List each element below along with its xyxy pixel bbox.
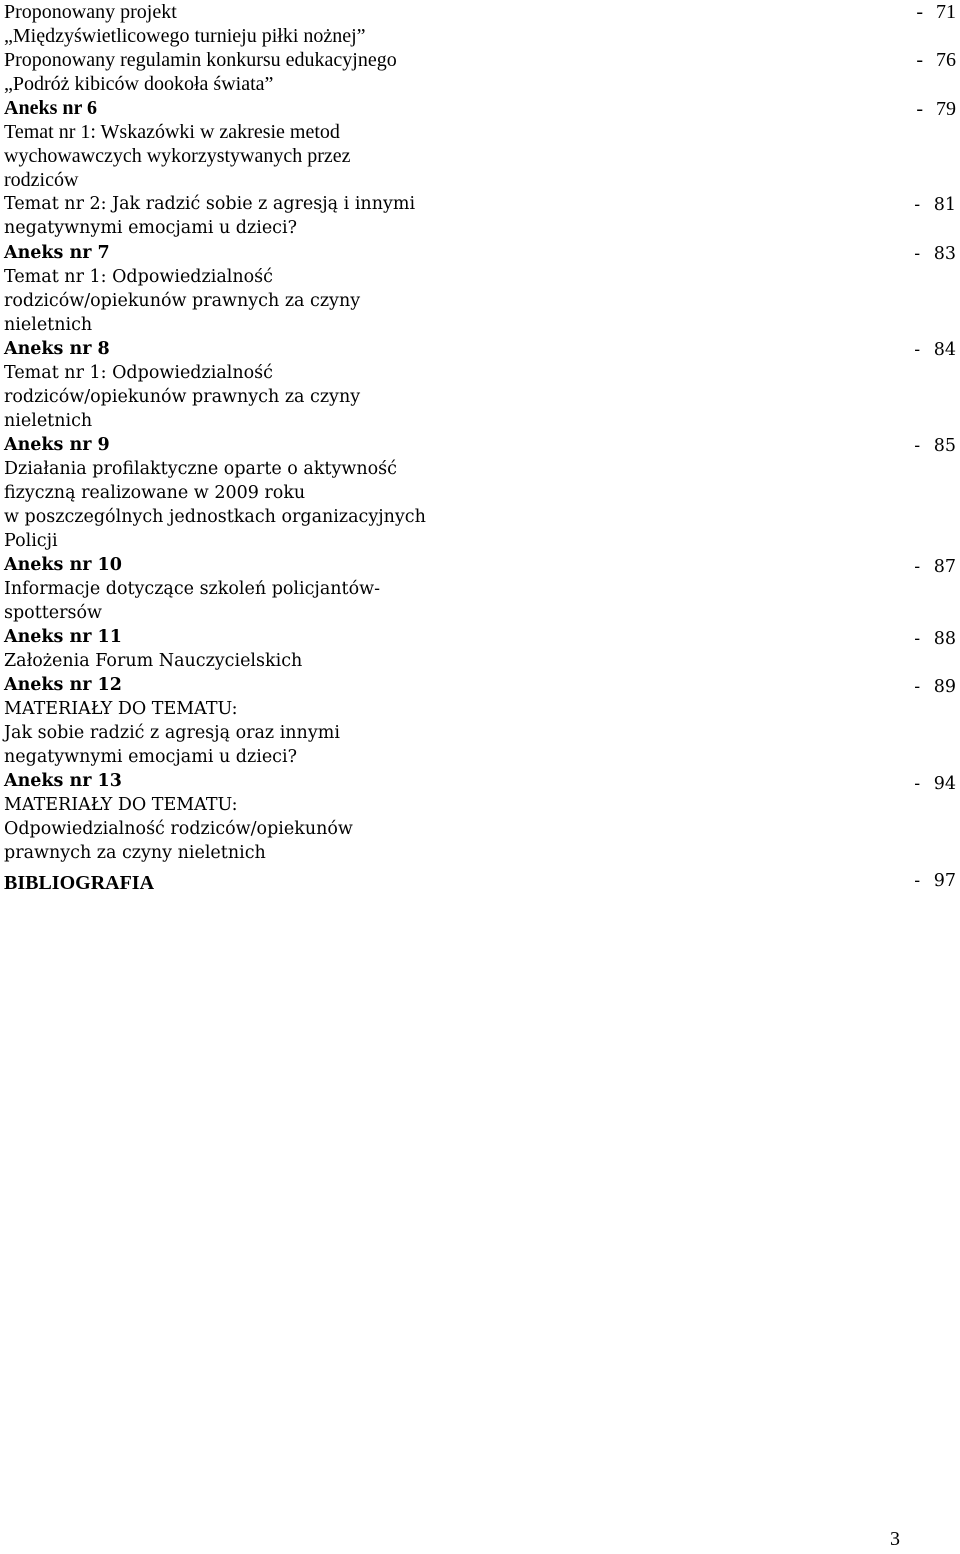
toc-line: MATERIAŁY DO TEMATU: <box>4 795 238 815</box>
toc-line: Temat nr 1: Odpowiedzialność <box>4 267 273 287</box>
toc-page-ref: - 89 <box>914 677 956 697</box>
toc-heading: Aneks nr 13 <box>4 771 122 791</box>
toc-line: nieletnich <box>4 411 93 431</box>
toc-heading: Aneks nr 11 <box>4 627 122 647</box>
toc-line: „Międzyświetlicowego turnieju piłki nożnej” <box>4 25 366 47</box>
toc-line: Odpowiedzialność rodziców/opiekunów <box>4 819 353 839</box>
toc-line: Policji <box>4 531 58 551</box>
toc-line: rodziców/opiekunów prawnych za czyny <box>4 291 361 311</box>
toc-page-ref: - 71 <box>916 1 956 23</box>
toc-heading: Aneks nr 6 <box>4 97 97 119</box>
toc-heading: Aneks nr 7 <box>4 243 110 263</box>
toc-line: Proponowany regulamin konkursu edukacyjnego <box>4 49 397 71</box>
toc-line: MATERIAŁY DO TEMATU: <box>4 699 238 719</box>
toc-page-ref: - 79 <box>916 98 956 120</box>
toc-line: prawnych za czyny nieletnich <box>4 843 266 863</box>
toc-line: wychowawczych wykorzystywanych przez <box>4 145 351 167</box>
toc-line: Temat nr 1: Wskazówki w zakresie metod <box>4 121 340 143</box>
toc-line: Założenia Forum Nauczycielskich <box>4 651 303 671</box>
toc-line: negatywnymi emocjami u dzieci? <box>4 218 297 238</box>
toc-line: „Podróż kibiców dookoła świata” <box>4 73 274 95</box>
toc-line: Proponowany projekt <box>4 1 177 23</box>
toc-line: Temat nr 1: Odpowiedzialność <box>4 363 273 383</box>
toc-page-ref: - 94 <box>914 774 956 794</box>
toc-heading: BIBLIOGRAFIA <box>4 872 155 894</box>
toc-page-ref: - 81 <box>914 195 956 215</box>
toc-page-ref: - 88 <box>914 629 956 649</box>
toc-heading: Aneks nr 8 <box>4 339 110 359</box>
toc-line: Działania profilaktyczne oparte o aktywność <box>4 459 397 479</box>
toc-line: fizyczną realizowane w 2009 roku <box>4 483 306 503</box>
toc-line: Temat nr 2: Jak radzić sobie z agresją i innymi <box>4 194 416 214</box>
toc-line: rodziców/opiekunów prawnych za czyny <box>4 387 361 407</box>
toc-heading: Aneks nr 9 <box>4 435 110 455</box>
toc-page-ref: - 87 <box>914 557 956 577</box>
toc-page-ref: - 85 <box>914 436 956 456</box>
toc-heading: Aneks nr 10 <box>4 555 122 575</box>
toc-line: Jak sobie radzić z agresją oraz innymi <box>4 723 340 743</box>
toc-page-ref: - 84 <box>914 340 956 360</box>
toc-line: negatywnymi emocjami u dzieci? <box>4 747 297 767</box>
toc-page-ref: - 97 <box>914 871 956 891</box>
page-number: 3 <box>890 1528 900 1550</box>
toc-heading: Aneks nr 12 <box>4 675 122 695</box>
toc-line: Informacje dotyczące szkoleń policjantów- <box>4 579 381 599</box>
toc-line: rodziców <box>4 169 79 191</box>
toc-page-ref: - 83 <box>914 244 956 264</box>
toc-line: spottersów <box>4 603 103 623</box>
toc-page-ref: - 76 <box>916 49 956 71</box>
toc-line: w poszczególnych jednostkach organizacyjnych <box>4 507 426 527</box>
toc-line: nieletnich <box>4 315 93 335</box>
